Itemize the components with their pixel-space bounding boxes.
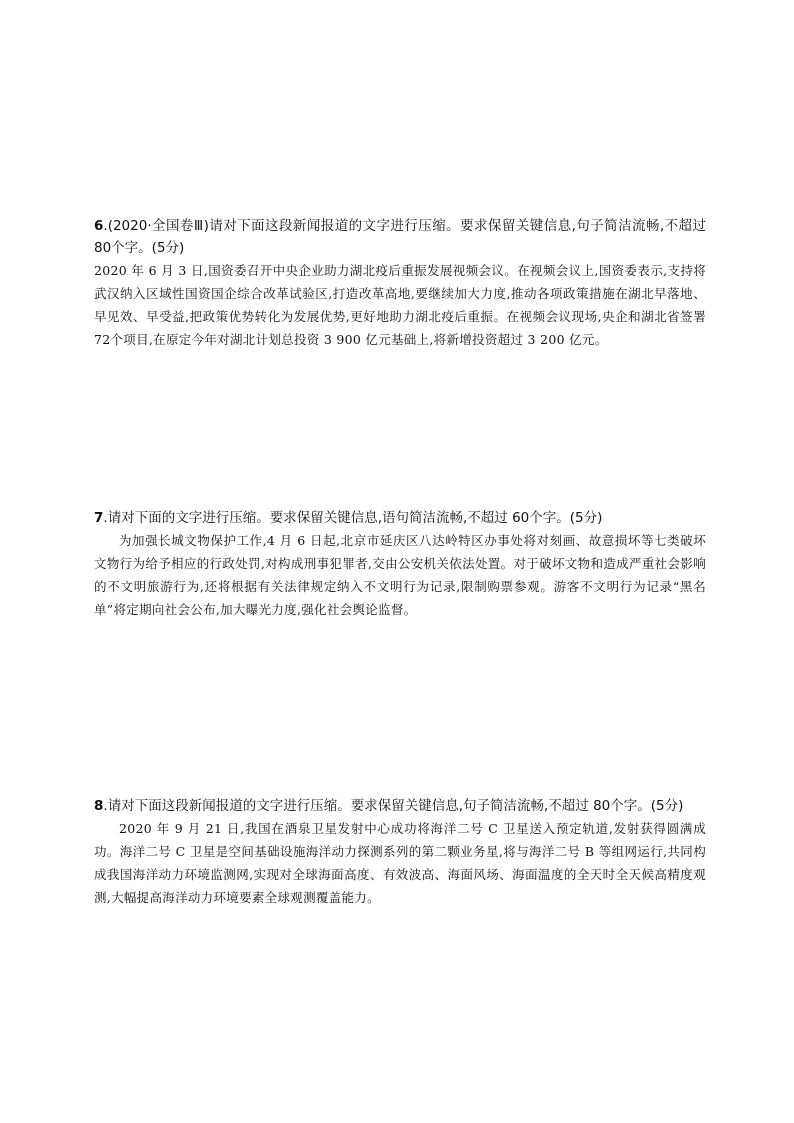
question-7-passage: 为加强长城文物保护工作,4 月 6 日起,北京市延庆区八达岭特区办事处将对刻画、故意损坏等七类破坏文物行为给予相应的行政处罚,对构成刑事犯罪者,交由公安机关依法处置。对于破坏文物和造成严重社会影响的不文明旅游行为,还将根据有关法律规定纳入不文明行为记录,限制购票参观。游客不文明行为记录“黑名单”将定期向社会公布,加大曝光力度,强化社会舆论监督。 xyxy=(94,533,706,617)
question-8-prompt xyxy=(94,795,706,817)
question-8-passage: 2020 年 9 月 21 日,我国在酒泉卫星发射中心成功将海洋二号 C 卫星送入预定轨道,发射获得圆满成功。海洋二号 C 卫星是空间基础设施海洋动力探测系列的第二颗业务星,将与海洋二号 B 等组网运行,共同构成我国海洋动力环境监测网,实现对全球海面高度、有效波高、海面风场、海面温度的全天时全天候高精度观测,大幅提高海洋动力环境要素全球观测覆盖能力。 xyxy=(94,821,706,905)
question-6-prompt xyxy=(94,215,706,259)
question-7-prompt-text: .请对下面的文字进行压缩。要求保留关键信息,语句简洁流畅,不超过 60个字。(5分) xyxy=(103,510,603,526)
question-8 xyxy=(94,795,706,909)
question-8-number: 8 xyxy=(94,798,104,814)
question-6-number: 6 xyxy=(94,218,104,234)
question-6-passage: 2020 年 6 月 3 日,国资委召开中央企业助力湖北疫后重振发展视频会议。在视频会议上,国资委表示,支持将武汉纳入区域性国资国企综合改革试验区,打造改革高地,要继续加大力度,推动各项政策措施在湖北早落地、早见效、早受益,把政策优势转化为发展优势,更好地助力湖北疫后重振。在视频会议现场,央企和湖北省签署72个项目,在原定今年对湖北计划总投资 3 900 亿元基础上,将新增投资超过 3 200 亿元。 xyxy=(94,263,706,347)
question-7 xyxy=(94,507,706,621)
question-7-prompt xyxy=(94,507,706,529)
question-6 xyxy=(94,215,706,351)
question-6-prompt-text: .(2020·全国卷Ⅲ)请对下面这段新闻报道的文字进行压缩。要求保留关键信息,句子简洁流畅,不超过 80个字。(5分) xyxy=(94,218,706,256)
question-8-prompt-text: .请对下面这段新闻报道的文字进行压缩。要求保留关键信息,句子简洁流畅,不超过 80个字。(5分) xyxy=(103,798,684,814)
question-7-number: 7 xyxy=(94,510,104,526)
